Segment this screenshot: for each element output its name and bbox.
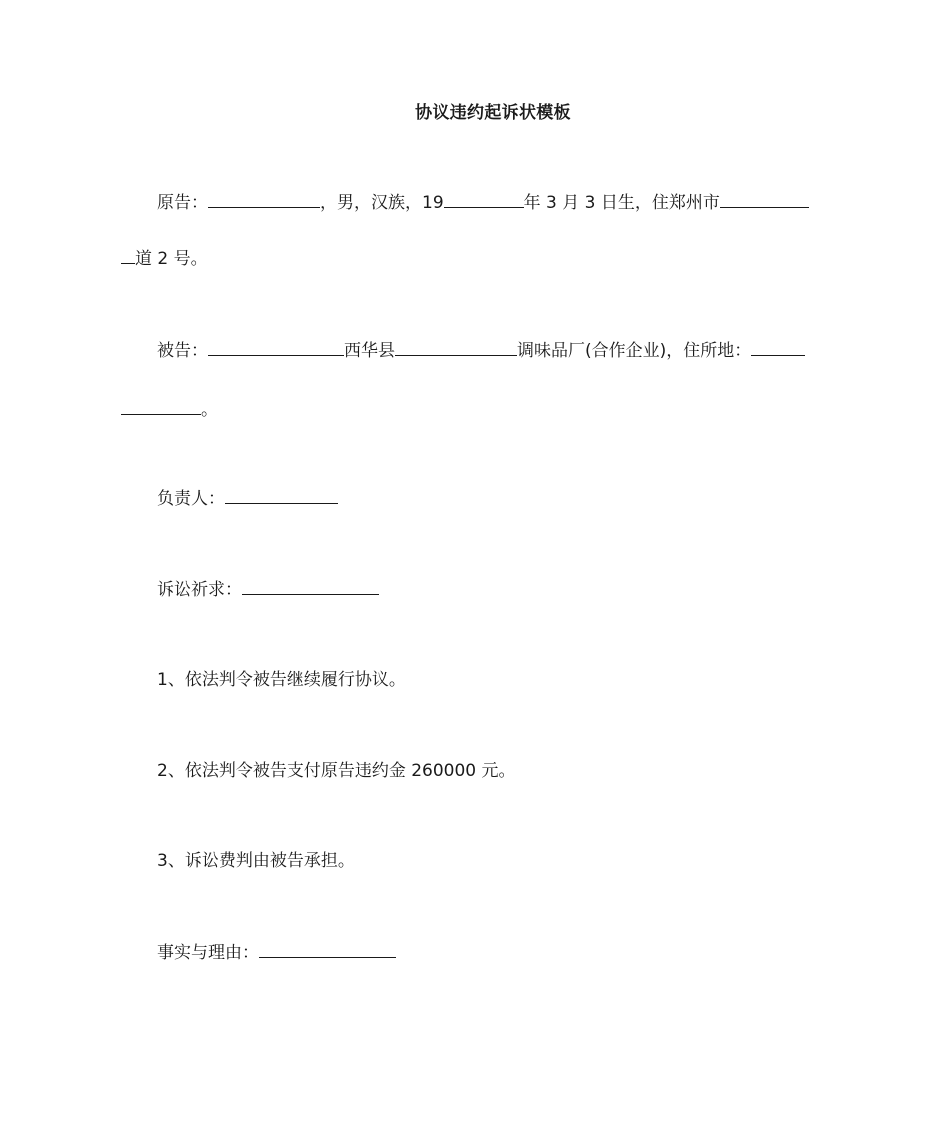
claim-item: 2、依法判令被告支付原告违约金 260000 元。 xyxy=(157,761,516,781)
defendant-region-blank xyxy=(208,338,344,356)
plaintiff-info: ，男，汉族，19 xyxy=(320,193,444,213)
defendant-line-continued xyxy=(121,397,218,422)
responsible-line xyxy=(157,486,338,511)
plaintiff-address-blank-continued xyxy=(121,246,135,264)
claim-item: 3、诉讼费判由被告承担。 xyxy=(157,851,355,871)
claims-blank xyxy=(242,577,379,595)
claims-label: 诉讼祈求： xyxy=(157,580,242,600)
facts-label: 事实与理由： xyxy=(157,943,259,963)
facts-line xyxy=(157,940,396,965)
defendant-info: 调味品厂(合作企业)，住所地： xyxy=(517,341,752,361)
document-title: 协议违约起诉状模板 xyxy=(415,103,571,123)
defendant-county: 西华县 xyxy=(344,341,395,361)
plaintiff-address-end: 道 2 号。 xyxy=(135,249,208,269)
plaintiff-address-blank xyxy=(720,190,809,208)
claim-item: 1、依法判令被告继续履行协议。 xyxy=(157,670,406,690)
defendant-address-blank xyxy=(751,338,805,356)
defendant-address-blank-continued xyxy=(121,397,201,415)
defendant-name-blank xyxy=(395,338,517,356)
responsible-blank xyxy=(225,486,338,504)
defendant-address-end: 。 xyxy=(201,400,218,420)
facts-blank xyxy=(259,940,396,958)
plaintiff-line xyxy=(157,190,809,215)
plaintiff-birth-address: 年 3 月 3 日生，住郑州市 xyxy=(523,193,720,213)
plaintiff-name-blank xyxy=(208,190,320,208)
defendant-line xyxy=(157,338,805,363)
plaintiff-line-continued xyxy=(121,246,208,271)
plaintiff-birthyear-blank xyxy=(444,190,524,208)
claims-line xyxy=(157,577,379,602)
defendant-label: 被告： xyxy=(157,341,208,361)
plaintiff-label: 原告： xyxy=(157,193,208,213)
responsible-label: 负责人： xyxy=(157,489,225,509)
